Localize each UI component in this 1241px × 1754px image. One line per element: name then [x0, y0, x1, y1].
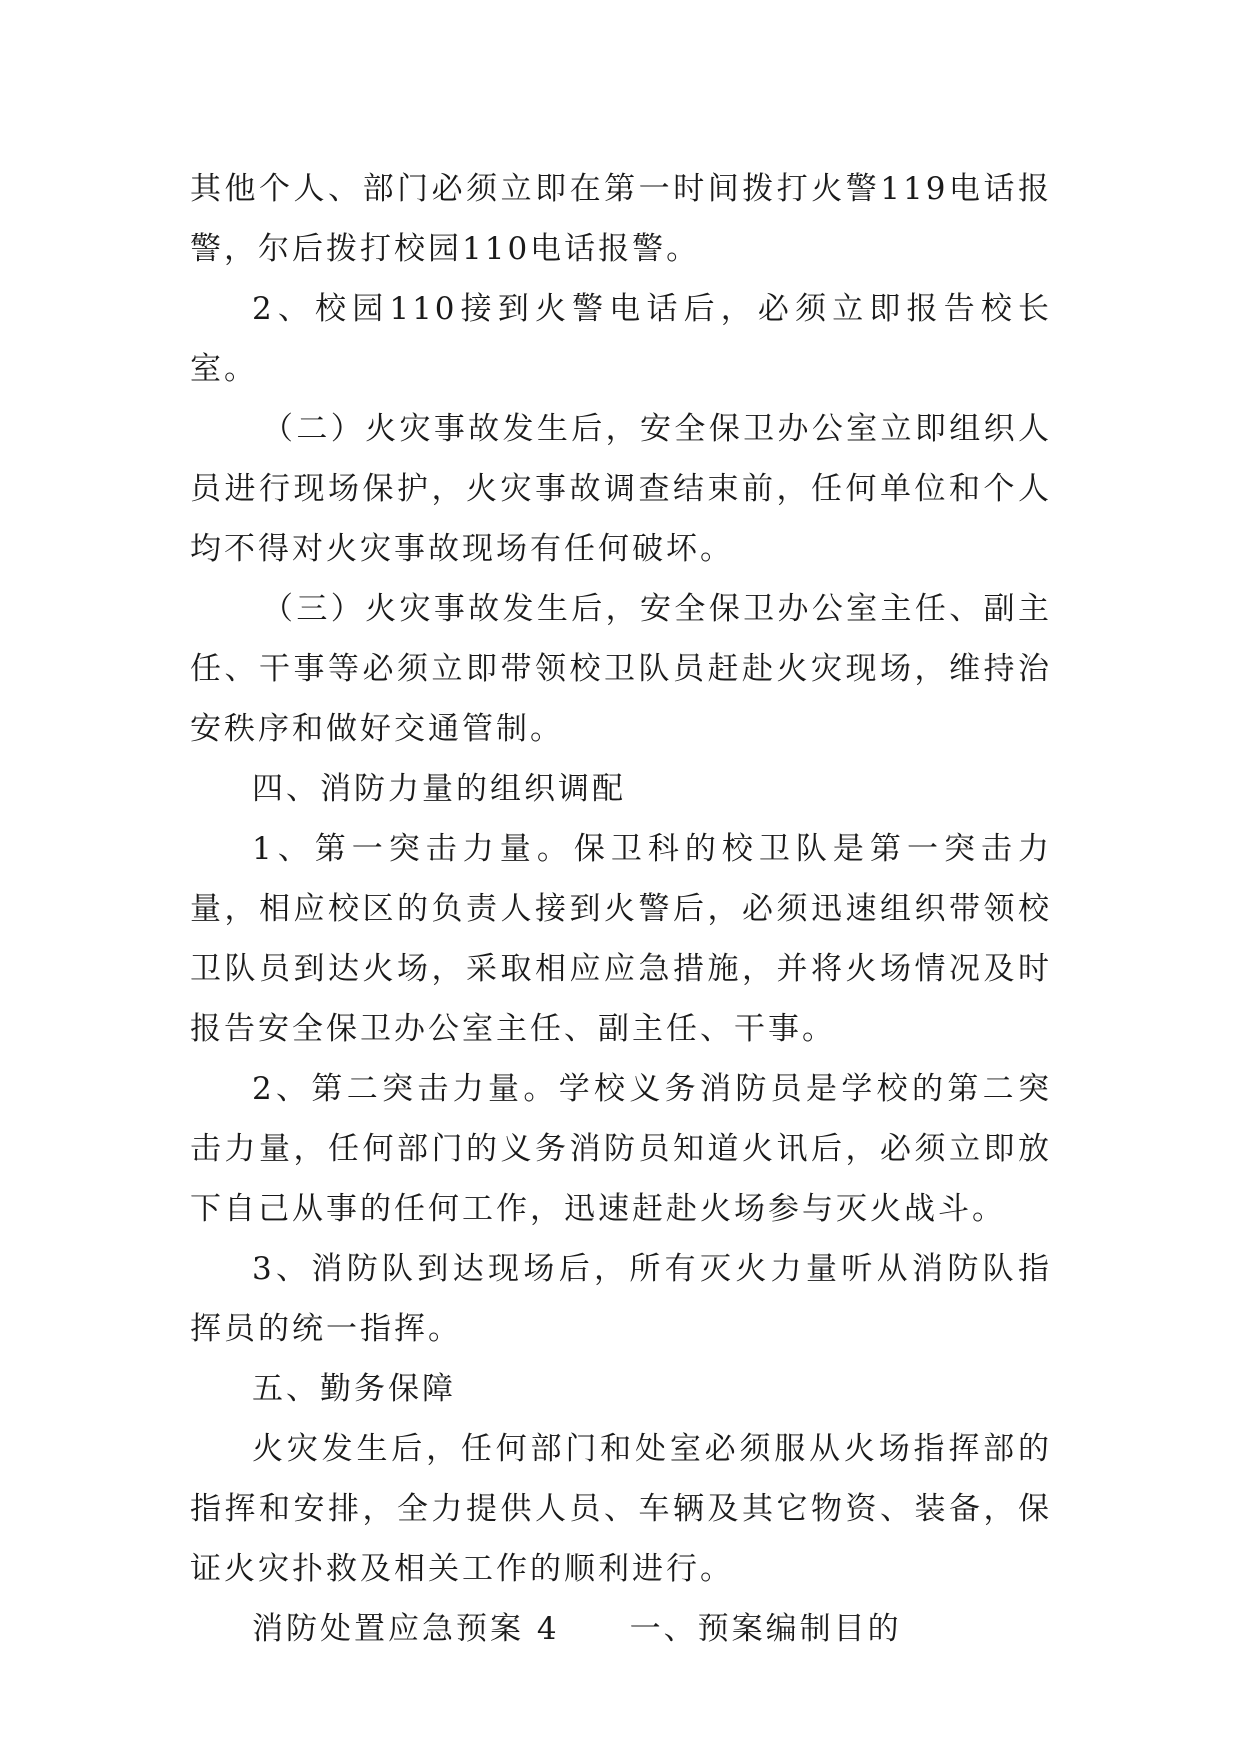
document-body: [190, 159, 1052, 1659]
next-document-title: 消防处置应急预案 4: [252, 1611, 560, 1647]
final-line: [190, 1599, 1052, 1659]
paragraph-1: 其他个人、部门必须立即在第一时间拨打火警119电话报警，尔后拨打校园110电话报警。: [190, 171, 1052, 267]
paragraph-5: 1、第一突击力量。保卫科的校卫队是第一突击力量，相应校区的负责人接到火警后，必须迅速组织带领校卫队员到达火场，采取相应应急措施，并将火场情况及时报告安全保卫办公室主任、副主任、干事。: [190, 831, 1052, 1047]
section-heading-5: 五、勤务保障: [252, 1371, 456, 1407]
paragraph-2: 2、校园110接到火警电话后，必须立即报告校长室。: [190, 291, 1052, 387]
paragraph-7: 3、消防队到达现场后，所有灭火力量听从消防队指挥员的统一指挥。: [190, 1251, 1052, 1347]
next-section-heading: 一、预案编制目的: [629, 1611, 902, 1647]
section-heading-4: 四、消防力量的组织调配: [252, 771, 626, 807]
paragraph-4: （三）火灾事故发生后，安全保卫办公室主任、副主任、干事等必须立即带领校卫队员赶赴火灾现场，维持治安秩序和做好交通管制。: [190, 591, 1052, 747]
paragraph-6: 2、第二突击力量。学校义务消防员是学校的第二突击力量，任何部门的义务消防员知道火讯后，必须立即放下自己从事的任何工作，迅速赶赴火场参与灭火战斗。: [190, 1071, 1052, 1227]
paragraph-8: 火灾发生后，任何部门和处室必须服从火场指挥部的指挥和安排，全力提供人员、车辆及其它物资、装备，保证火灾扑救及相关工作的顺利进行。: [190, 1431, 1052, 1587]
paragraph-3: （二）火灾事故发生后，安全保卫办公室立即组织人员进行现场保护，火灾事故调查结束前，任何单位和个人均不得对火灾事故现场有任何破坏。: [190, 411, 1052, 567]
